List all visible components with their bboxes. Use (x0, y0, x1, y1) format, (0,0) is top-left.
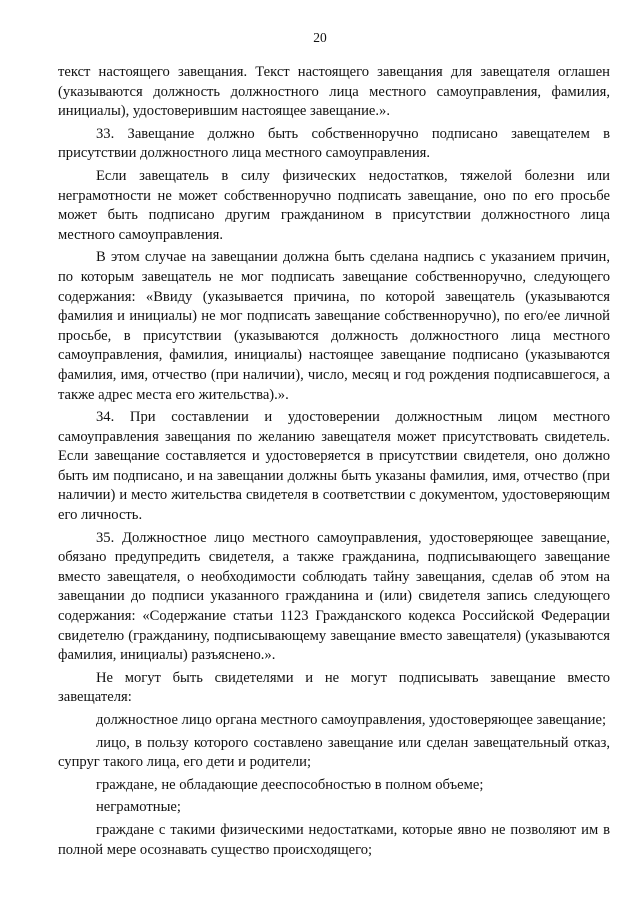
paragraph-signature-by-other: Если завещатель в силу физических недостатков, тяжелой болезни или неграмотности не может собственноручно подписать завещание, оно по его просьбе может быть подписано другим гражданином в присутствии должностного лица местного самоуправления. (58, 167, 610, 243)
page-number: 20 (313, 30, 327, 45)
list-item-beneficiary: лицо, в пользу которого составлено завещание или сделан завещательный отказ, супруг такого лица, его дети и родители; (58, 734, 610, 771)
paragraph-item-34: 34. При составлении и удостоверении должностным лицом местного самоуправления завещания по желанию завещателя может присутствовать свидетель. Если завещание составляется и удостоверяется в присутствии свидетеля, оно должно быть им подписано, и на завещании должны быть указаны фамилия, имя, отчество (при наличии) и место жительства свидетеля в соответствии с документом, удостоверяющим его личность. (58, 409, 610, 524)
list-item-illiterate: неграмотные; (96, 799, 181, 816)
paragraph-item-33: 33. Завещание должно быть собственноручно подписано завещателем в присутствии должностного лица местного самоуправления. (58, 125, 610, 162)
paragraph-witness-restrictions: Не могут быть свидетелями и не могут подписывать завещание вместо завещателя: (58, 669, 610, 706)
list-item-incapacitated: граждане, не обладающие дееспособностью в полном объеме; (96, 776, 484, 793)
list-item-physical-disability: граждане с такими физическими недостатками, которые явно не позволяют им в полной мере осознавать существо происходящего; (58, 821, 610, 858)
paragraph-inscription-text: В этом случае на завещании должна быть сделана надпись с указанием причин, по которым завещатель не мог подписать завещание собственноручно, следующего содержания: «Ввиду (указывается причина, по которой завещатель (указываются фамилия и инициалы) не мог подписать завещание собственноручно), по его/ее личной просьбе, в присутствии (указываются должность должностного лица местного самоуправления, фамилия, инициалы) настоящее завещание подписано (указываются фамилия, имя, отчество (при наличии), число, месяц и год рождения подписавшегося, а также адрес места его жительства).». (58, 249, 610, 403)
list-item-official: должностное лицо органа местного самоуправления, удостоверяющее завещание; (96, 712, 607, 728)
paragraph-continuation: текст настоящего завещания. Текст настоящего завещания для завещателя оглашен (указываются должность должностного лица местного самоуправления, фамилия, инициалы), удостоверившим настоящее завещание.». (58, 64, 610, 120)
paragraph-item-35: 35. Должностное лицо местного самоуправления, удостоверяющее завещание, обязано предупредить свидетеля, а также гражданина, подписывающего завещание вместо завещателя, о необходимости соблюдать тайну завещания, сделав об этом на завещании до подписи указанного гражданина и (или) свидетеля запись следующего содержания: «Содержание статьи 1123 Гражданского кодекса Российской Федерации свидетелю (гражданину, подписывающему завещание вместо завещателя) (указываются фамилия, инициалы) разъяснено.». (58, 529, 610, 664)
document-body (58, 63, 610, 863)
